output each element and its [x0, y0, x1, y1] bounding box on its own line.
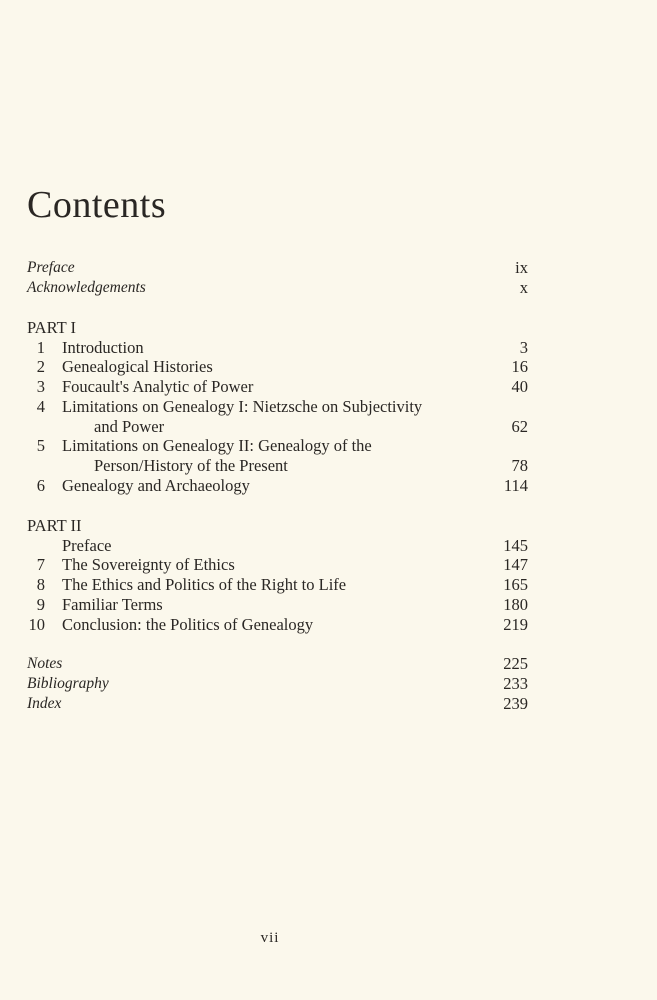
page-title: Contents — [27, 184, 167, 226]
chapter-title-continued: Person/History of the Present — [94, 456, 288, 475]
toc-entry-preface — [27, 258, 528, 278]
toc-entry-part2-preface — [27, 536, 528, 556]
toc-entry-chapter-9 — [27, 595, 528, 615]
entry-page: x — [519, 278, 528, 297]
chapter-title: Conclusion: the Politics of Genealogy — [62, 615, 314, 634]
toc-entry-index — [27, 694, 528, 714]
chapter-title: Limitations on Genealogy II: Genealogy of the — [62, 436, 372, 455]
part-heading: PART I — [27, 318, 76, 337]
toc-entry-chapter-5-continued — [27, 456, 528, 476]
chapter-number: 10 — [28, 615, 45, 634]
entry-page: 145 — [503, 536, 528, 555]
chapter-title: Introduction — [62, 338, 144, 357]
entry-page: 233 — [503, 674, 528, 693]
chapter-number: 9 — [36, 595, 45, 614]
entry-page: 225 — [503, 654, 528, 673]
chapter-title: Limitations on Genealogy I: Nietzsche on Subjectivity — [62, 397, 423, 416]
chapter-number: 5 — [36, 436, 45, 455]
chapter-number: 6 — [36, 476, 45, 495]
entry-label: Notes — [27, 655, 63, 672]
entry-page: 239 — [503, 694, 528, 713]
chapter-title: The Ethics and Politics of the Right to Life — [62, 575, 347, 594]
toc-entry-chapter-4-continued — [27, 417, 528, 437]
toc-entry-chapter-3 — [27, 377, 528, 397]
toc-entry-chapter-10 — [27, 615, 528, 635]
entry-page: 165 — [503, 575, 528, 594]
entry-page: 40 — [511, 377, 528, 396]
entry-page: 147 — [503, 555, 528, 574]
chapter-number: 1 — [36, 338, 45, 357]
toc-entry-chapter-2 — [27, 357, 528, 377]
toc-entry-acknowledgements — [27, 278, 528, 298]
chapter-title: Genealogy and Archaeology — [62, 476, 250, 495]
toc-entry-chapter-7 — [27, 555, 528, 575]
toc-entry-chapter-8 — [27, 575, 528, 595]
entry-label: Preface — [62, 536, 112, 555]
entry-page: 114 — [503, 476, 528, 495]
chapter-title: The Sovereignty of Ethics — [62, 555, 235, 574]
entry-label: Acknowledgements — [27, 279, 146, 296]
part-heading: PART II — [27, 516, 82, 535]
entry-page: 78 — [511, 456, 528, 475]
entry-label: Index — [27, 695, 62, 712]
chapter-title: Foucault's Analytic of Power — [62, 377, 254, 396]
entry-page: ix — [515, 258, 528, 277]
toc-entry-bibliography — [27, 674, 528, 694]
chapter-number: 3 — [36, 377, 45, 396]
page-number: vii — [260, 930, 280, 946]
entry-page: 16 — [511, 357, 528, 376]
entry-label: Preface — [27, 259, 75, 276]
entry-page: 62 — [511, 417, 528, 436]
chapter-number: 8 — [36, 575, 45, 594]
entry-page: 180 — [503, 595, 528, 614]
chapter-number: 7 — [36, 555, 45, 574]
entry-page: 3 — [519, 338, 528, 357]
toc-entry-chapter-5 — [27, 436, 528, 456]
chapter-title: Genealogical Histories — [62, 357, 213, 376]
chapter-number: 2 — [36, 357, 45, 376]
chapter-title: Familiar Terms — [62, 595, 163, 614]
toc-entry-chapter-4 — [27, 397, 528, 417]
chapter-title-continued: and Power — [94, 417, 165, 436]
toc-entry-chapter-6 — [27, 476, 528, 496]
toc-entry-chapter-1 — [27, 338, 528, 358]
entry-page: 219 — [503, 615, 528, 634]
entry-label: Bibliography — [27, 675, 109, 692]
chapter-number: 4 — [36, 397, 45, 416]
toc-entry-notes — [27, 654, 528, 674]
